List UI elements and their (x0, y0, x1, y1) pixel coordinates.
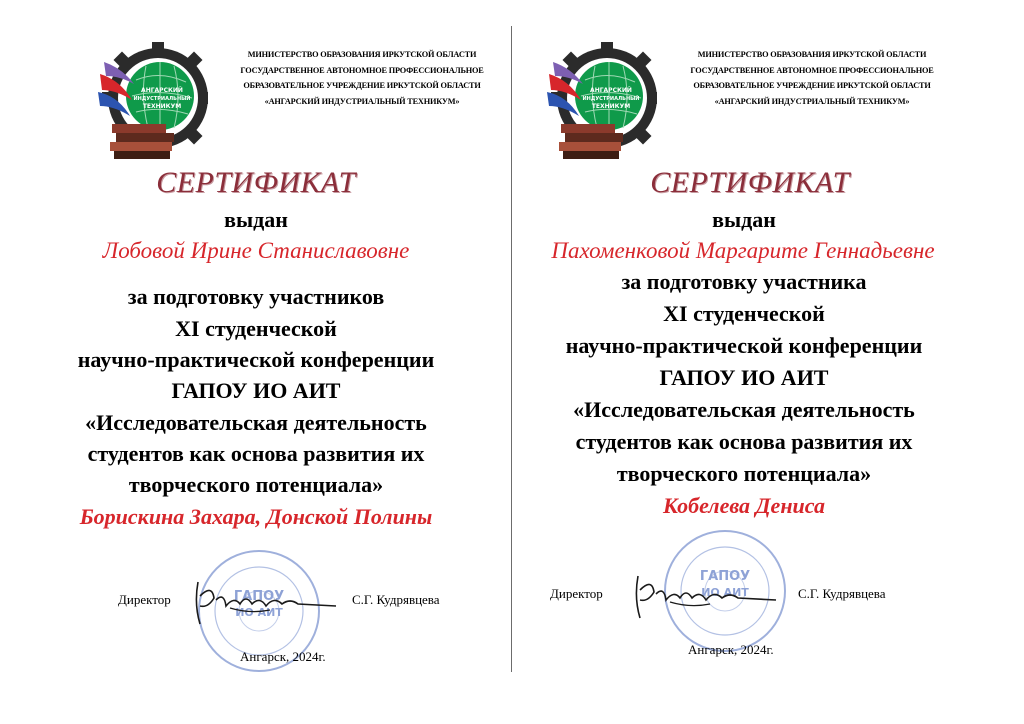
svg-text:ТЕХНИКУМ: ТЕХНИКУМ (591, 103, 631, 110)
certificate-title: СЕРТИФИКАТ (650, 166, 850, 199)
ministry-header (662, 47, 962, 110)
issued-label: выдан (224, 207, 288, 232)
svg-text:ГАПОУ: ГАПОУ (699, 569, 751, 584)
body-line-7: творческого потенциала» (616, 461, 872, 486)
director-label: Директор (550, 586, 603, 601)
body-line-3: научно-практической конференции (77, 347, 435, 372)
svg-text:ГАПОУ: ГАПОУ (233, 589, 285, 604)
body-line-1: за подготовку участника (621, 269, 867, 294)
director-signature-icon (190, 574, 340, 632)
body-line-7: творческого потенциала» (128, 472, 384, 497)
city-year: Ангарск, 2024г. (240, 649, 326, 664)
body-line-1: за подготовку участников (127, 284, 385, 309)
svg-text:ИНДУСТРИАЛЬНЫЙ: ИНДУСТРИАЛЬНЫЙ (582, 96, 640, 102)
director-signature-icon (630, 568, 780, 626)
ministry-line-1: МИНИСТЕРСТВО ОБРАЗОВАНИЯ ИРКУТСКОЙ ОБЛАСТИ (697, 50, 927, 59)
svg-text:ИО АИТ: ИО АИТ (701, 586, 749, 599)
ministry-line-2: ГОСУДАРСТВЕННОЕ АВТОНОМНОЕ ПРОФЕССИОНАЛЬНОЕ (240, 65, 484, 75)
recipient-name: Лобовой Ирине Станиславовне (102, 238, 410, 263)
svg-text:ТЕХНИКУМ: ТЕХНИКУМ (142, 103, 182, 110)
ministry-line-3: ОБРАЗОВАТЕЛЬНОЕ УЧРЕЖДЕНИЕ ИРКУТСКОЙ ОБЛАСТИ (243, 81, 481, 91)
ministry-line-3: ОБРАЗОВАТЕЛЬНОЕ УЧРЕЖДЕНИЕ ИРКУТСКОЙ ОБЛАСТИ (693, 81, 931, 91)
body-line-4: ГАПОУ ИО АИТ (171, 378, 341, 403)
svg-text:ИНДУСТРИАЛЬНЫЙ: ИНДУСТРИАЛЬНЫЙ (133, 96, 191, 102)
students-names: Борискина Захара, Донской Полины (79, 504, 433, 529)
svg-text:ИО АИТ: ИО АИТ (235, 606, 283, 619)
body-line-2: XI студенческой (663, 301, 825, 326)
ministry-line-4: «АНГАРСКИЙ ИНДУСТРИАЛЬНЫЙ ТЕХНИКУМ» (714, 97, 910, 107)
director-label: Директор (118, 592, 171, 607)
issued-label: выдан (712, 207, 776, 232)
svg-text:АНГАРСКИЙ: АНГАРСКИЙ (141, 87, 183, 94)
technikum-logo-icon (545, 40, 657, 164)
body-line-5: «Исследовательская деятельность (573, 397, 915, 422)
students-names: Кобелева Дениса (663, 493, 825, 518)
ministry-line-1: МИНИСТЕРСТВО ОБРАЗОВАНИЯ ИРКУТСКОЙ ОБЛАСТИ (247, 50, 477, 59)
svg-text:АНГАРСКИЙ: АНГАРСКИЙ (590, 87, 632, 94)
ministry-line-4: «АНГАРСКИЙ ИНДУСТРИАЛЬНЫЙ ТЕХНИКУМ» (264, 97, 460, 107)
technikum-logo-icon (96, 40, 208, 164)
recipient-name: Пахоменковой Маргарите Геннадьевне (551, 238, 935, 263)
body-line-5: «Исследовательская деятельность (85, 410, 427, 435)
director-name: С.Г. Кудрявцева (352, 592, 440, 607)
ministry-line-2: ГОСУДАРСТВЕННОЕ АВТОНОМНОЕ ПРОФЕССИОНАЛЬНОЕ (690, 65, 934, 75)
certificate-title: СЕРТИФИКАТ (156, 166, 356, 199)
ministry-header (212, 47, 512, 110)
certificate-right (512, 0, 1024, 724)
body-line-6: студентов как основа развития их (575, 429, 913, 454)
body-line-3: научно-практической конференции (565, 333, 923, 358)
body-line-4: ГАПОУ ИО АИТ (659, 365, 829, 390)
body-line-2: XI студенческой (175, 316, 337, 341)
body-line-6: студентов как основа развития их (87, 441, 425, 466)
city-year: Ангарск, 2024г. (688, 642, 774, 657)
director-name: С.Г. Кудрявцева (798, 586, 886, 601)
